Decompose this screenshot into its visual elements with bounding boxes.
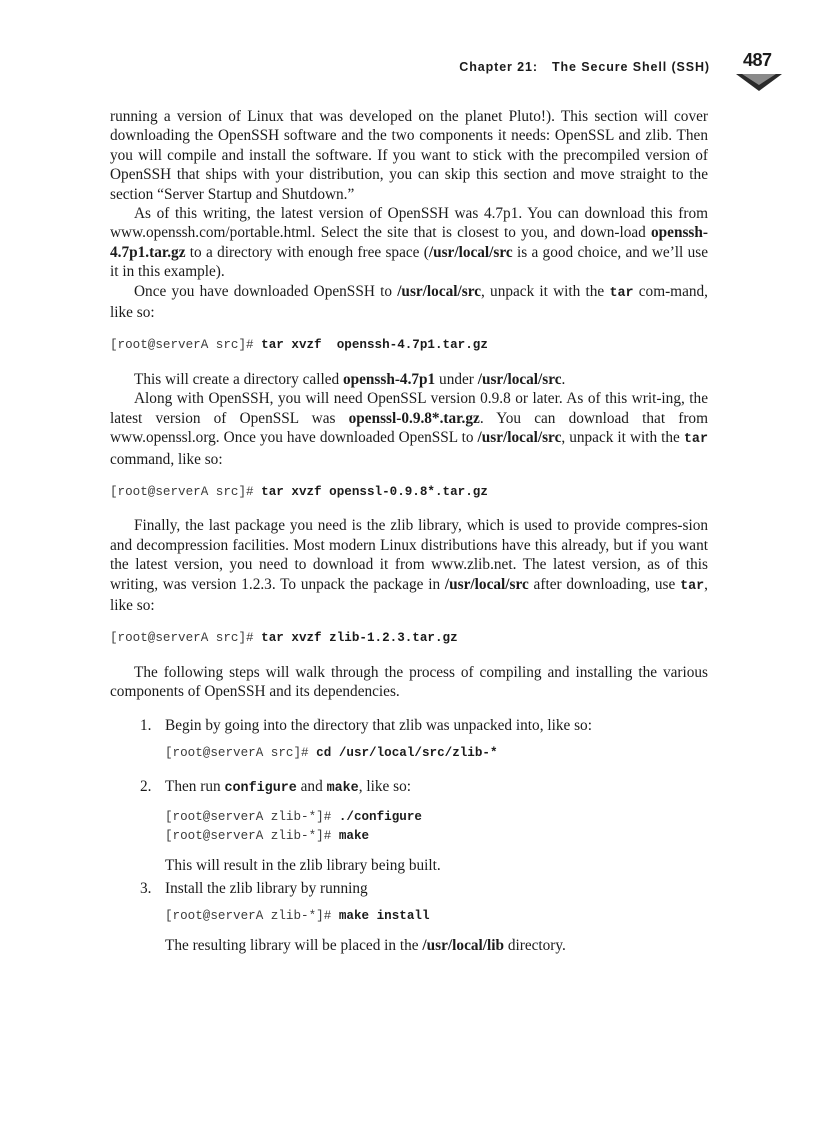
code-line: [110, 483, 708, 502]
shell-command: tar xvzf zlib-1.2.3.tar.gz: [261, 631, 458, 646]
step-item: [110, 777, 708, 875]
step-text: Then run configure and make, like so:: [165, 778, 411, 797]
step-number: 2.: [140, 778, 152, 796]
running-title: [459, 60, 710, 74]
code-line: [110, 336, 708, 355]
shell-prompt: [root@serverA zlib-*]#: [165, 909, 339, 924]
code-line: [110, 629, 708, 648]
step-item: [110, 716, 708, 764]
page-marker-arrow-icon: [736, 72, 782, 92]
shell-prompt: [root@serverA src]#: [110, 484, 262, 499]
shell-command: cd /usr/local/src/zlib-*: [316, 745, 498, 760]
code-line: [165, 808, 708, 827]
paragraph: This will create a directory called openssh-4.7p1 under /usr/local/src.: [134, 370, 566, 388]
directory-path: /usr/local/src: [477, 429, 562, 447]
numbered-steps: [110, 716, 708, 956]
shell-prompt: [root@serverA src]#: [165, 745, 317, 760]
inline-command: tar: [609, 285, 634, 301]
shell-prompt: [root@serverA src]#: [110, 338, 262, 353]
directory-path: /usr/local/src: [397, 282, 482, 300]
directory-path: /usr/local/src: [428, 243, 513, 261]
paragraph: running a version of Linux that was developed on the planet Pluto!). This section will cover downloading the OpenSSH software and the two components it needs: OpenSSL and zlib. Then you will compile and install the software. If you want to stick with the precompiled version of OpenSSH that ships with your distribution, you can skip this section and move straight to the section “Server Startup and Shutdown.”: [110, 108, 708, 203]
chapter-label: Chapter 21:: [459, 60, 538, 74]
directory-path: /usr/local/lib: [422, 936, 505, 954]
shell-prompt: [root@serverA src]#: [110, 631, 262, 646]
shell-prompt: [root@serverA zlib-*]#: [165, 829, 339, 844]
inline-command: make: [326, 781, 359, 797]
code-line: [165, 907, 708, 926]
page-number: 487: [743, 50, 772, 70]
code-line: [165, 827, 708, 846]
step-item: [110, 879, 708, 955]
running-header: [0, 50, 816, 96]
paragraph: Along with OpenSSH, you will need OpenSSL version 0.9.8 or later. As of this writ-ing, the latest version of OpenSSL was openssl-0.9.8*.tar.gz. You can download that from www.openssl.org. Once you have downloaded OpenSSL to /usr/local/src, unpack it with the tar command, like so:: [110, 390, 708, 468]
paragraph: As of this writing, the latest version of OpenSSH was 4.7p1. You can download this from www.openssh.com/portable.html. Select the site that is closest to you, and down-load openssh-4.7p1.tar.gz to a directory with enough free space (/usr/local/src is a good choice, and we’ll use it in this example).: [110, 205, 708, 281]
directory-path: /usr/local/src: [444, 575, 529, 593]
inline-command: tar: [680, 578, 705, 594]
directory-name: openssh-4.7p1: [342, 370, 436, 388]
step-number: 1.: [140, 716, 152, 734]
shell-command: tar xvzf openssl-0.9.8*.tar.gz: [261, 484, 488, 499]
shell-prompt: [root@serverA zlib-*]#: [165, 809, 339, 824]
shell-command: ./configure: [338, 809, 422, 824]
step-text: Install the zlib library by running: [165, 880, 368, 897]
directory-path: /usr/local/src: [477, 370, 562, 388]
code-block: [165, 808, 708, 847]
paragraph: Once you have downloaded OpenSSH to /usr/local/src, unpack it with the tar com-mand, like so:: [110, 282, 708, 322]
inline-command: tar: [683, 432, 708, 448]
shell-command: make install: [338, 909, 430, 924]
shell-command: make: [338, 829, 370, 844]
code-line: [165, 744, 708, 763]
step-result-text: The resulting library will be placed in the /usr/local/lib directory.: [165, 936, 566, 954]
filename: openssh-4.7p1.tar.gz: [110, 224, 708, 261]
paragraph: Finally, the last package you need is the zlib library, which is used to provide compres-sion and decompression facilities. Most modern Linux distributions have this already, but if you want the latest version, you need to download it from www.zlib.net. The latest version, as of this writing, was version 1.2.3. To unpack the package in /usr/local/src after downloading, use tar, like so:: [110, 517, 708, 614]
step-result-text: This will result in the zlib library being built.: [165, 856, 441, 874]
filename: openssl-0.9.8*.tar.gz: [348, 409, 480, 427]
step-text: Begin by going into the directory that zlib was unpacked into, like so:: [165, 716, 592, 734]
shell-command: tar xvzf openssh-4.7p1.tar.gz: [261, 338, 488, 353]
chapter-title: The Secure Shell (SSH): [551, 60, 710, 74]
step-number: 3.: [140, 880, 152, 897]
paragraph: The following steps will walk through the process of compiling and installing the various components of OpenSSH and its dependencies.: [110, 663, 708, 701]
inline-command: configure: [224, 781, 297, 797]
page-body: [110, 107, 708, 955]
